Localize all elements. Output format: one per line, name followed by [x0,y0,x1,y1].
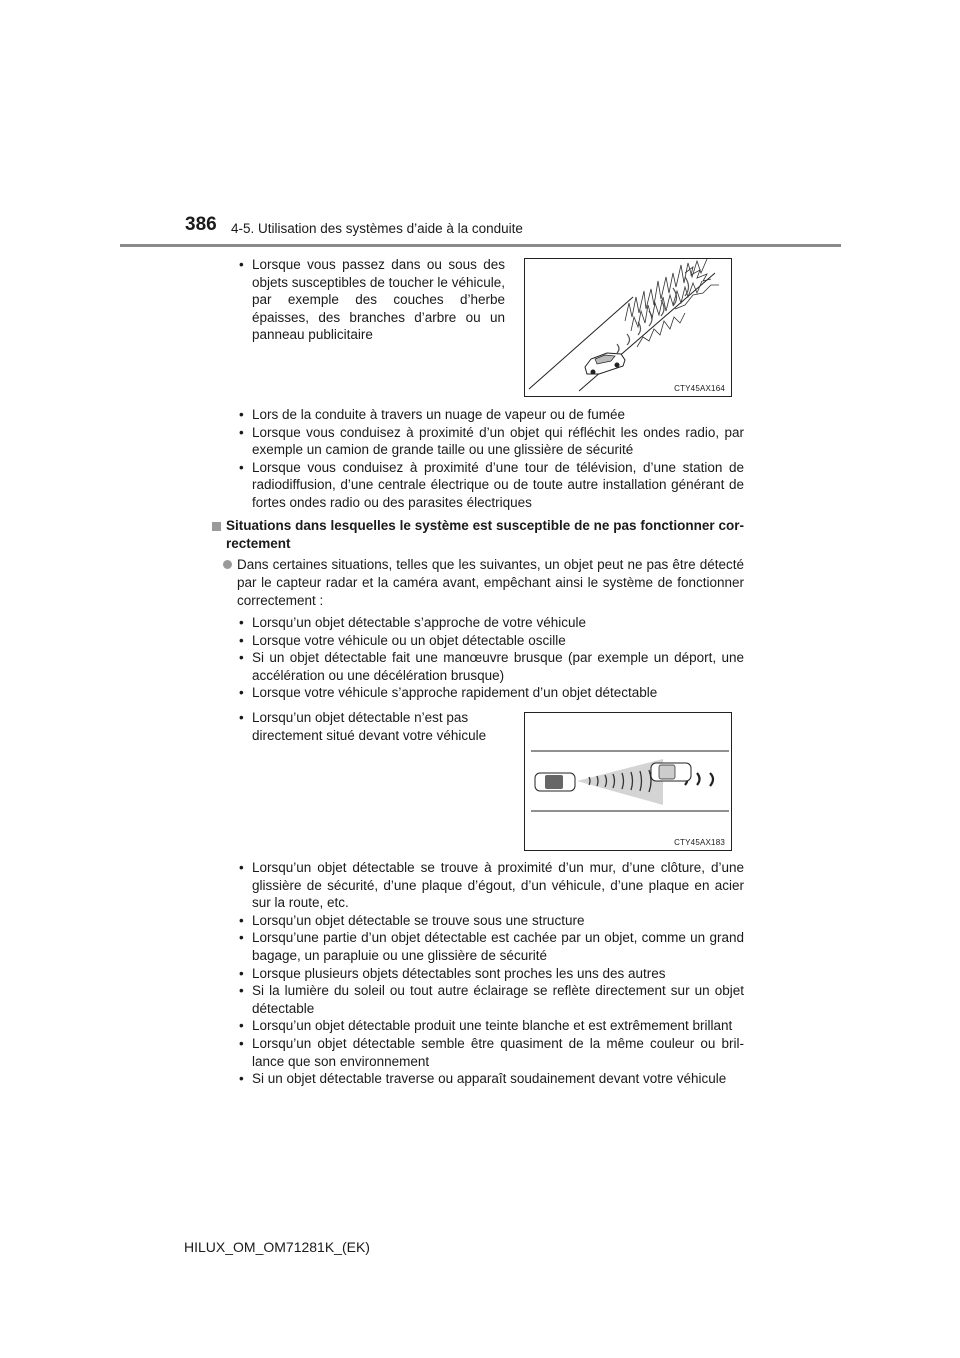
bullet-group-2 [239,614,744,702]
header-rule [120,244,841,247]
footer-doc-id: HILUX_OM_OM71281K_(EK) [184,1239,370,1255]
page-number: 386 [185,214,217,235]
bullet-item: • Lorsqu’un objet détectable se trouve sous une structure [239,912,585,928]
bullet-item: • Si un objet détectable fait une manœuvre brusque (par exemple un déport, une accélération ou une décélération brusque) [239,650,744,683]
bullet-item: • Lors de la conduite à travers un nuage de vapeur ou de fumée [239,407,626,422]
bullet-item: • Lorsqu’un objet détectable s’approche de votre véhicule [239,615,586,630]
other-car-icon [651,763,691,781]
figure-code: CTY45AX164 [674,384,725,393]
figure-car-radar [524,712,732,851]
bullet-item-top [239,256,505,344]
bullet-item: • Lorsque votre véhicule ou un objet détectable oscille [239,632,566,648]
bullet-item: • Lorsqu’un objet détectable semble être quasiment de la même couleur ou brillance que son environnement [239,1035,744,1069]
bullet-item: • Lorsqu’un objet détectable se trouve à proximité d’un mur, d’une clôture, d’une glissière de sécurité, d’une plaque d’égout, d’un véhicule, d’une plaque en acier sur la route, etc. [239,860,744,911]
bullet-item: • Lorsque vous conduisez à proximité d’une tour de télévision, d’une station de radiodiffusion, d’une centrale électrique ou de toute autre installation générant de fortes ondes radio ou des parasites électriques [239,459,744,510]
car-radar-illustration [525,713,731,850]
car-icon [585,353,625,375]
bullet-item: • Lorsque vous conduisez à proximité d’un objet qui réfléchit les ondes radio, par exemple un camion de grande taille ou une glissière de sécurité [239,424,744,458]
bullet-item: • Lorsque votre véhicule s’approche rapidement d’un objet détectable [239,685,658,701]
figure-code: CTY45AX183 [674,838,725,847]
own-car-icon [535,773,575,791]
section-heading: Situations dans lesquelles le système est susceptible de ne pas fonctionner correctement [212,517,744,553]
bullet-item: • Lorsqu’un objet détectable produit une teinte blanche et est extrêmement brillant [239,1018,733,1034]
bullet-dot: • [239,257,244,272]
square-bullet-icon [212,522,221,531]
bullet-group-1 [239,406,744,512]
bullet-item-mid: • Lorsqu’un objet détectable n’est pas directement situé devant votre véhicule [239,710,487,743]
circle-item: Dans certaines situations, telles que les suivantes, un objet peut ne pas être détecté par le capteur radar et la caméra avant, empêchant ainsi le système de fonctionner correctement : [223,556,744,610]
bullet-item: • Si la lumière du soleil ou tout autre éclairage se reflète directement sur un objet détectable [239,983,744,1016]
bullet-text: Lorsque vous passez dans ou sous des objets susceptibles de toucher le véhicule, par exemple des couches d’herbe épaisses, des branches d’arbre ou un panneau publicitaire [252,257,505,343]
bullet-group-3 [239,859,744,1088]
figure-grass-branches [524,258,732,397]
bullet-item: • Si un objet détectable traverse ou apparaît soudainement devant votre véhicule [239,1071,727,1087]
circle-bullet-icon [223,560,232,569]
grass-branches-illustration [525,259,731,396]
section-title: 4-5. Utilisation des systèmes d’aide à la conduite [231,221,523,236]
bullet-item: • Lorsque plusieurs objets détectables sont proches les uns des autres [239,965,666,981]
bullet-item: • Lorsqu’une partie d’un objet détectable est cachée par un objet, comme un grand bagage, un parapluie ou une glissière de sécurité [239,930,744,963]
